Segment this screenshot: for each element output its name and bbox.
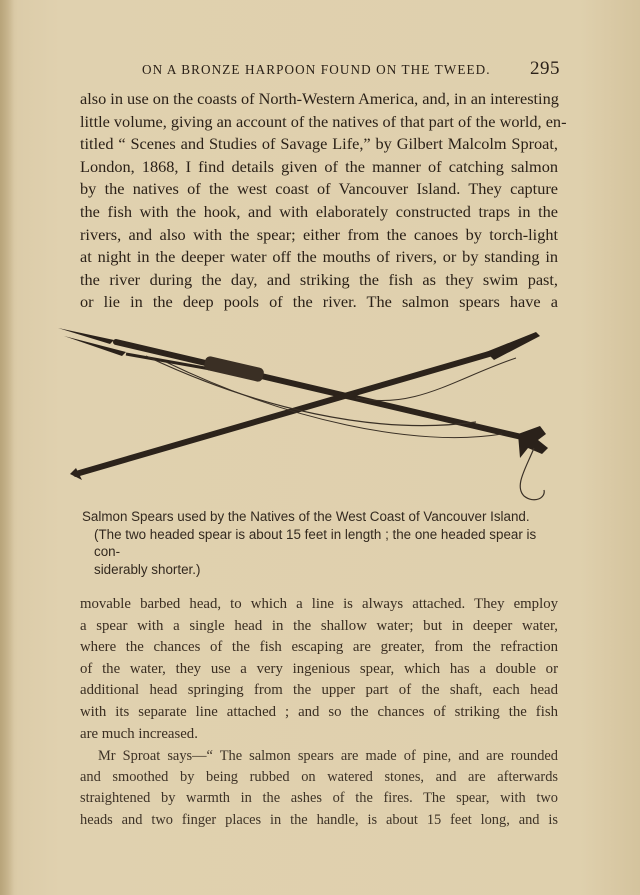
text-line: London, 1868, I find details given of the manner of catching salmon: [80, 156, 558, 176]
text-line: by the natives of the west coast of Vancouver Island. They capture: [80, 179, 558, 199]
text-line: of the water, they use a very ingenious spear, which has a double or: [80, 660, 558, 677]
spear-shaft-2: [76, 352, 496, 474]
text-line: also in use on the coasts of North-Western America, and, in an interesting: [80, 89, 559, 108]
caption-main: Salmon Spears used by the Natives of the West Coast of Vancouver Island.: [82, 509, 530, 524]
text-line: where the chances of the fish escaping are greater, from the refraction: [80, 639, 558, 656]
text-line: movable barbed head, to which a line is always attached. They employ: [80, 596, 558, 612]
paragraph-top: [80, 88, 567, 314]
line-coil: [520, 448, 544, 500]
running-head: [80, 58, 560, 82]
single-headed-spear: [70, 332, 540, 480]
text-line: or lie in the deep pools of the river. The salmon spears have a: [80, 292, 558, 312]
text-line: additional head springing from the upper part of the shaft, each head: [80, 682, 558, 699]
paragraph-quote: [80, 746, 558, 831]
caption-note-line-2: siderably shorter.): [94, 561, 201, 577]
text-line: Mr Sproat says—“ The salmon spears are made of pine, and are rounded: [98, 748, 558, 764]
line-attachment-3: [356, 358, 516, 401]
text-line: and smoothed by being rubbed on watered stones, and are afterwards: [80, 769, 558, 786]
double-headed-spear: [58, 328, 548, 458]
spear-head-upper-right: [486, 332, 540, 360]
salmon-spears-illustration: [56, 318, 556, 504]
caption-note-line-1: (The two headed spear is about 15 feet in length ; the one headed spear is con-: [94, 526, 537, 560]
text-line: are much increased.: [80, 725, 198, 742]
spine-shadow: [0, 0, 14, 895]
text-line: heads and two finger places in the handle, is about 15 feet long, and is: [80, 811, 558, 828]
figure-caption: [82, 508, 562, 578]
text-line: at night in the deeper water off the mouths of rivers, or by standing in: [80, 247, 558, 267]
text-line: rivers, and also with the spear; either from the canoes by torch-light: [80, 224, 558, 244]
text-line: little volume, giving an account of the natives of that part of the world, en-: [80, 111, 567, 131]
running-head-title: ON A BRONZE HARPOON FOUND ON THE TWEED.: [142, 62, 491, 77]
page-number: 295: [530, 58, 560, 79]
text-line: with its separate line attached ; and so the chances of striking the fish: [80, 703, 558, 720]
spear-end-barb: [518, 426, 548, 458]
text-line: a spear with a single head in the shallow water; but in deeper water,: [80, 617, 558, 634]
spear-head-upper-left: [58, 328, 114, 344]
text-line: the fish with the hook, and with elaborately constructed traps in the: [80, 201, 558, 221]
text-line: straightened by warmth in the ashes of the fires. The spear, with two: [80, 790, 558, 807]
paragraph-bottom: [80, 594, 558, 745]
text-line: titled “ Scenes and Studies of Savage Life,” by Gilbert Malcolm Sproat,: [80, 134, 558, 154]
shaft-binding-1: [203, 355, 265, 382]
text-line: the river during the day, and striking the fish as they swim past,: [80, 269, 558, 289]
